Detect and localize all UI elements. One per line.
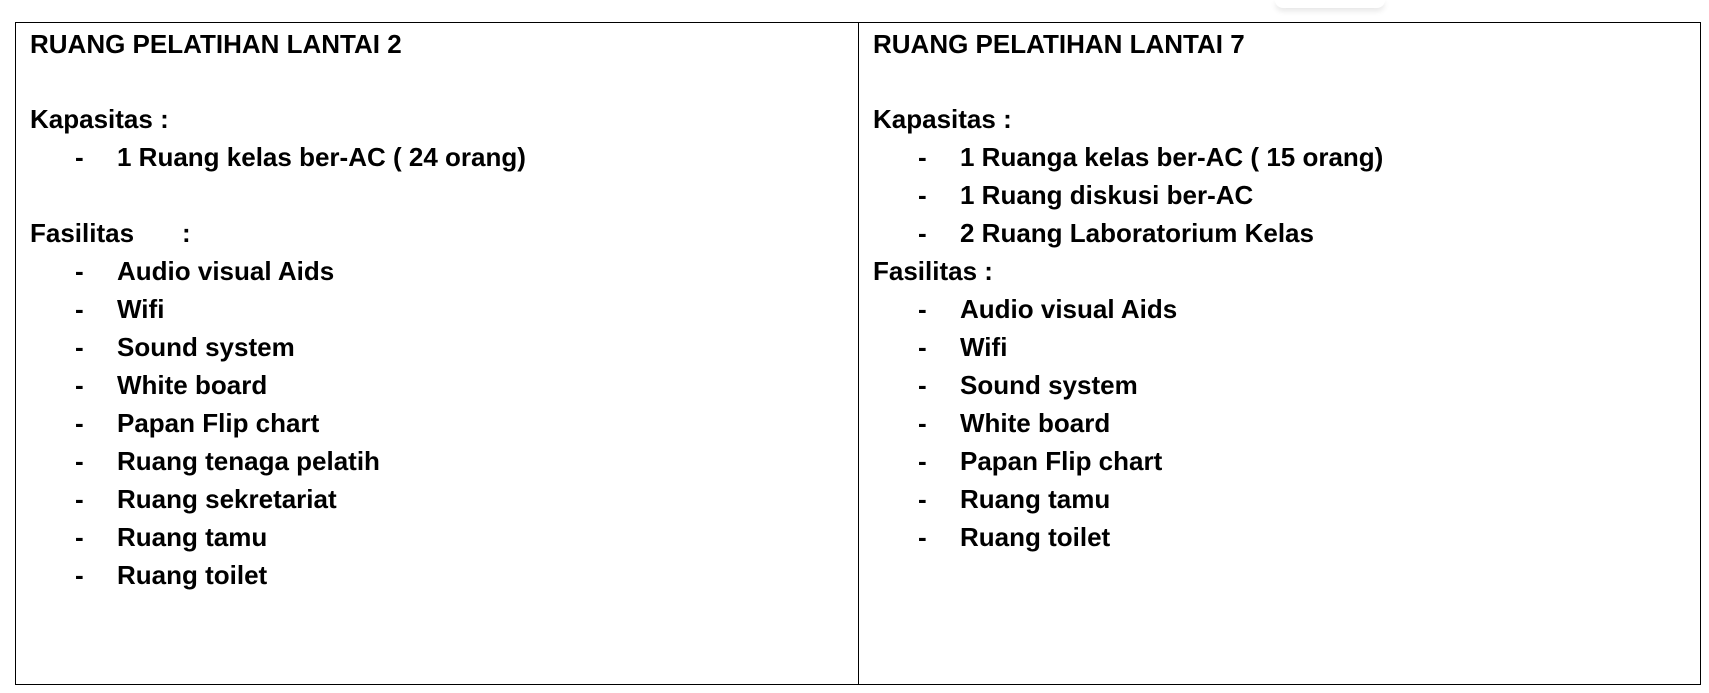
bullet-dash: - <box>918 484 927 514</box>
facility-item-text: Sound system <box>960 370 1138 400</box>
bullet-dash: - <box>75 484 84 514</box>
bullet-dash: - <box>75 256 84 286</box>
facility-item-text: Ruang sekretariat <box>117 484 337 514</box>
facility-item-text: Ruang toilet <box>960 522 1111 552</box>
floor-7-capacity-item <box>859 142 1559 172</box>
floor-2-facility-item <box>16 294 716 324</box>
facility-item-text: Sound system <box>117 332 295 362</box>
facility-item-text: Ruang toilet <box>117 560 268 590</box>
capacity-item-text: 2 Ruang Laboratorium Kelas <box>960 218 1314 248</box>
floor-2-facility-item <box>16 484 716 514</box>
bullet-dash: - <box>75 408 84 438</box>
bullet-dash: - <box>918 446 927 476</box>
facility-item-text: Ruang tenaga pelatih <box>117 446 380 476</box>
floor-2-facility-item <box>16 446 716 476</box>
capacity-item-text: 1 Ruang kelas ber-AC ( 24 orang) <box>117 142 526 172</box>
floor-7-facilities-label: Fasilitas : <box>873 256 993 286</box>
floor-7-facility-item <box>859 408 1559 438</box>
bullet-dash: - <box>918 522 927 552</box>
facility-item-text: Papan Flip chart <box>117 408 320 438</box>
floor-7-capacity-item <box>859 218 1559 248</box>
floor-2-title: RUANG PELATIHAN LANTAI 2 <box>30 29 402 59</box>
bullet-dash: - <box>75 332 84 362</box>
floor-2-facility-item <box>16 370 716 400</box>
floor-7-capacity-item <box>859 180 1559 210</box>
bullet-dash: - <box>918 180 927 210</box>
floor-2-facility-item <box>16 256 716 286</box>
bullet-dash: - <box>918 408 927 438</box>
floor-2-cell <box>16 23 859 684</box>
bullet-dash: - <box>75 142 84 172</box>
capacity-item-text: 1 Ruang diskusi ber-AC <box>960 180 1254 210</box>
floor-7-facility-item <box>859 446 1559 476</box>
bullet-dash: - <box>75 370 84 400</box>
bullet-dash: - <box>75 522 84 552</box>
floor-7-capacity-label: Kapasitas : <box>873 104 1012 134</box>
floor-7-facility-item <box>859 294 1559 324</box>
facility-item-text: White board <box>960 408 1111 438</box>
bullet-dash: - <box>918 332 927 362</box>
facilities-table <box>15 22 1701 685</box>
facility-item-text: Ruang tamu <box>117 522 268 552</box>
floor-7-facility-item <box>859 332 1559 362</box>
floor-2-facilities-label: Fasilitas <box>30 218 135 248</box>
bullet-dash: - <box>918 142 927 172</box>
floor-7-title: RUANG PELATIHAN LANTAI 7 <box>873 29 1245 59</box>
floor-7-facility-item <box>859 522 1559 552</box>
floor-2-facilities-colon: : <box>182 218 191 248</box>
facility-item-text: Papan Flip chart <box>960 446 1163 476</box>
bullet-dash: - <box>75 446 84 476</box>
floor-2-capacity-label: Kapasitas : <box>30 104 169 134</box>
floor-7-facility-item <box>859 370 1559 400</box>
floor-7-cell <box>859 23 1700 684</box>
capacity-item-text: 1 Ruanga kelas ber-AC ( 15 orang) <box>960 142 1384 172</box>
floor-2-facility-item <box>16 522 716 552</box>
bullet-dash: - <box>918 294 927 324</box>
bullet-dash: - <box>75 560 84 590</box>
facility-item-text: Wifi <box>960 332 1008 362</box>
floor-2-facility-item <box>16 560 716 590</box>
bullet-dash: - <box>918 370 927 400</box>
facility-item-text: Audio visual Aids <box>117 256 335 286</box>
floor-2-facility-item <box>16 332 716 362</box>
floor-7-facility-item <box>859 484 1559 514</box>
floor-2-capacity-item <box>16 142 716 172</box>
bullet-dash: - <box>75 294 84 324</box>
facility-item-text: Audio visual Aids <box>960 294 1178 324</box>
facility-item-text: Ruang tamu <box>960 484 1111 514</box>
bullet-dash: - <box>918 218 927 248</box>
facility-item-text: Wifi <box>117 294 165 324</box>
floor-2-facility-item <box>16 408 716 438</box>
top-edge-shadow <box>1275 0 1385 8</box>
facility-item-text: White board <box>117 370 268 400</box>
